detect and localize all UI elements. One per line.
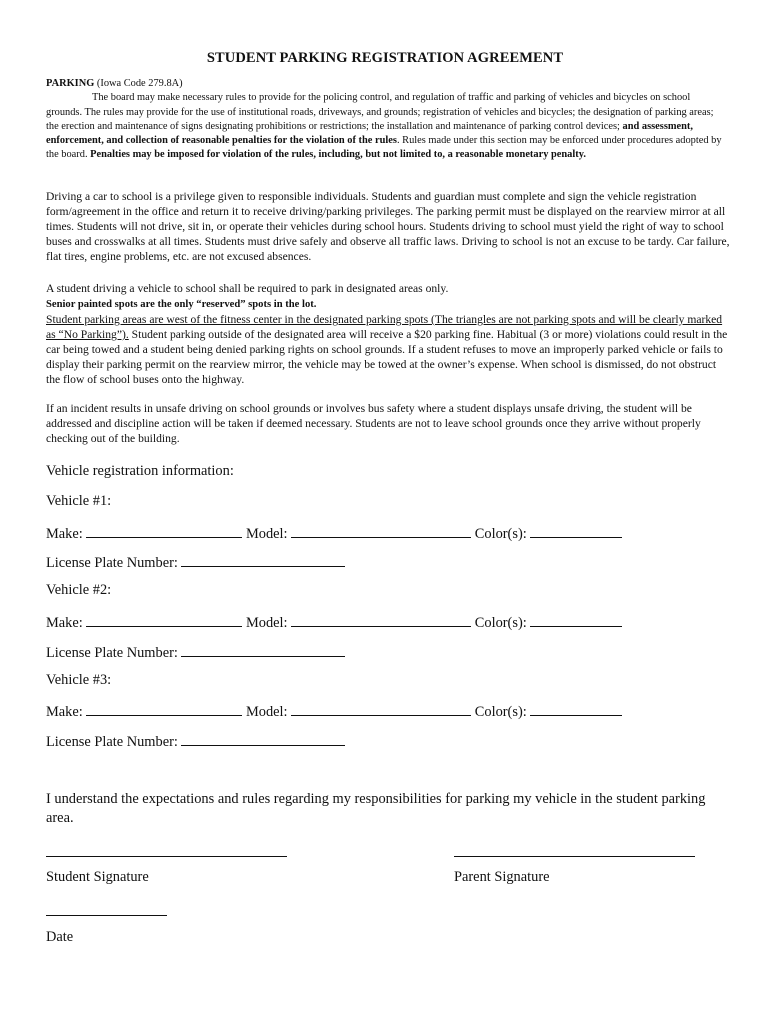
vehicle-2-label: Vehicle #2: xyxy=(46,582,112,598)
plate-label: License Plate Number: xyxy=(46,734,178,750)
vehicle-1-plate-field[interactable] xyxy=(181,552,345,567)
page-title: STUDENT PARKING REGISTRATION AGREEMENT xyxy=(206,50,564,66)
parking-areas-paragraph xyxy=(46,281,730,387)
vehicle-2-plate-field[interactable] xyxy=(181,642,345,657)
color-label: Color(s): xyxy=(474,526,527,542)
date-line[interactable] xyxy=(46,914,167,916)
color-label: Color(s): xyxy=(474,615,527,631)
parking-code-section xyxy=(46,77,726,163)
vehicle-1-label: Vehicle #1: xyxy=(46,493,112,509)
vehicle-2-model-field[interactable] xyxy=(291,612,471,627)
plate-label: License Plate Number: xyxy=(46,555,178,571)
vehicle-1-color-field[interactable] xyxy=(530,523,622,538)
registration-heading: Vehicle registration information: xyxy=(46,463,234,479)
vehicle-1-row xyxy=(46,523,622,543)
parking-text-2: . Rules made under this section may be enforced under procedures adopted by the board. xyxy=(46,135,722,161)
parking-text-1: The board may make necessary rules to provide for the policing control, and regulation of traffic and parking of vehicles and bicycles on school grounds. The rules may provide for the use of institutional roads, driveways, and grounds; registration of vehicles and bicycles; the designation of parking areas; the erection and maintenance of signs designating prohibitions or restrictions; the installation and maintenance of parking control devices; xyxy=(46,92,714,132)
vehicle-3-label: Vehicle #3: xyxy=(46,672,112,688)
parking-code: (Iowa Code 279.8A) xyxy=(94,78,183,89)
parent-signature-label: Parent Signature xyxy=(454,869,550,885)
vehicle-1-make-field[interactable] xyxy=(86,523,242,538)
date-label: Date xyxy=(46,929,74,945)
model-label: Model: xyxy=(245,615,288,631)
parking-heading: PARKING xyxy=(46,78,95,89)
vehicle-3-color-field[interactable] xyxy=(530,701,622,716)
incident-paragraph: If an incident results in unsafe driving on school grounds or involves bus safety where a student displays unsafe driving, the student will be addressed and discipline action will be taken if deemed necessary. Students are not to leave school grounds once they arrive without properly checking out of the building. xyxy=(46,402,701,445)
areas-line-1: A student driving a vehicle to school shall be required to park in designated areas only. xyxy=(46,282,449,295)
plate-label: License Plate Number: xyxy=(46,645,178,661)
parking-bold-2: Penalties may be imposed for violation of the rules, including, but not limited to, a reasonable monetary penalty. xyxy=(90,149,586,161)
vehicle-1-plate-row xyxy=(46,552,345,572)
student-signature-label: Student Signature xyxy=(46,869,149,885)
vehicle-3-plate-row xyxy=(46,731,345,751)
model-label: Model: xyxy=(245,526,288,542)
model-label: Model: xyxy=(245,704,288,720)
vehicle-2-color-field[interactable] xyxy=(530,612,622,627)
senior-spots-note: Senior painted spots are the only “reserved” spots in the lot. xyxy=(46,299,317,310)
vehicle-1-model-field[interactable] xyxy=(291,523,471,538)
make-label: Make: xyxy=(46,526,83,542)
student-signature-line[interactable] xyxy=(46,855,287,857)
make-label: Make: xyxy=(46,704,83,720)
make-label: Make: xyxy=(46,615,83,631)
vehicle-2-plate-row xyxy=(46,642,345,662)
vehicle-3-row xyxy=(46,701,622,721)
vehicle-3-model-field[interactable] xyxy=(291,701,471,716)
parent-signature-line[interactable] xyxy=(454,855,695,857)
vehicle-2-row xyxy=(46,612,622,632)
acknowledgement-text: I understand the expectations and rules regarding my responsibilities for parking my vehicle in the student parking area. xyxy=(46,791,706,826)
areas-rest: Student parking outside of the designated area will receive a $20 parking fine. Habitual (3 or more) violations could result in the car being towed and a student being denied parking rights on school grounds. If a student refuses to move an improperly parked vehicle or fails to display their parking permit on the rearview mirror, the vehicle may be towed at the owner’s expense. When school is dismissed, do not obstruct the flow of school buses onto the highway. xyxy=(46,328,728,386)
vehicle-3-make-field[interactable] xyxy=(86,701,242,716)
parking-bold-1: and assessment, enforcement, and collection of reasonable penalties for the violation of the rules xyxy=(46,120,693,147)
privilege-paragraph: Driving a car to school is a privilege given to responsible individuals. Students and guardian must complete and sign the vehicle registration form/agreement in the office and return it to receive driving/parking privileges. The parking permit must be displayed on the rearview mirror at all times. Students will not drive, sit in, or operate their vehicles during school hours. Students driving to school must yield the right of way to school buses and crosswalks at all times. Students must drive safely and observe all traffic laws. Driving to school is not an excuse to be tardy. Car failure, flat tires, engine problems, etc. are not excused absences. xyxy=(46,190,730,263)
parking-area-location: Student parking areas are west of the fitness center in the designated parking spots (The triangles are not parking spots and will be clearly marked as “No Parking”). xyxy=(46,313,723,341)
color-label: Color(s): xyxy=(474,704,527,720)
vehicle-3-plate-field[interactable] xyxy=(181,731,345,746)
vehicle-2-make-field[interactable] xyxy=(86,612,242,627)
